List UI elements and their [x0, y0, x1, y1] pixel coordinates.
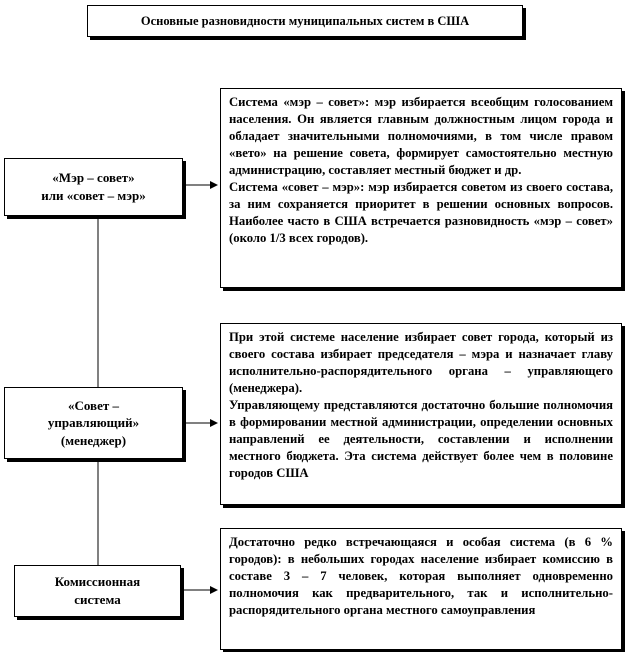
description-paragraph: При этой системе население избирает совет города, который из своего состава избирает председателя – мэра и назначает главу исполнительно-распорядительного органа – управляющего (менеджера).: [229, 330, 613, 395]
description-council-manager: [220, 323, 622, 505]
node-council-manager: [4, 387, 183, 459]
node-council-manager-label: «Совет – управляющий» (менеджер): [47, 397, 140, 448]
node-mayor-council: [4, 158, 183, 216]
description-paragraph: Управляющему представляются достаточно большие полномочия в формировании местной администрации, определении основных направлений ее деятельности, составлении и исполнении местного бюджета. Эта система действует более чем в половине городов США: [229, 398, 613, 480]
diagram-title-text: Основные разновидности муниципальных систем в США: [140, 13, 470, 28]
description-mayor-council: [220, 88, 622, 288]
node-mayor-council-label: «Мэр – совет» или «совет – мэр»: [41, 170, 146, 203]
description-paragraph: Система «мэр – совет»: мэр избирается всеобщим голосованием населения. Он является главным должностным лицом города и обладает значительными полномочиями, в том числе правом «вето» на решение совета, формирует самостоятельно местную администрацию, составляет местный бюджет и др.: [229, 95, 613, 177]
description-commission: [220, 528, 622, 650]
node-commission: [14, 565, 181, 617]
description-paragraph: Достаточно редко встречающаяся и особая система (в 6 % городов): в небольших городах население избирает комиссию в составе 3 – 7 человек, которая выполняет одновременно полномочия как предварительного, так и исполнительно-распорядительного органа местного самоуправления: [229, 535, 613, 617]
description-paragraph: Система «совет – мэр»: мэр избирается советом из своего состава, за ним сохраняется приоритет в решении основных вопросов. Наиболее часто в США встречается разновидность «мэр – совет» (около 1/3 всех городов).: [229, 180, 613, 245]
diagram-title: [87, 5, 523, 37]
node-commission-label: Комиссионная система: [54, 574, 141, 607]
